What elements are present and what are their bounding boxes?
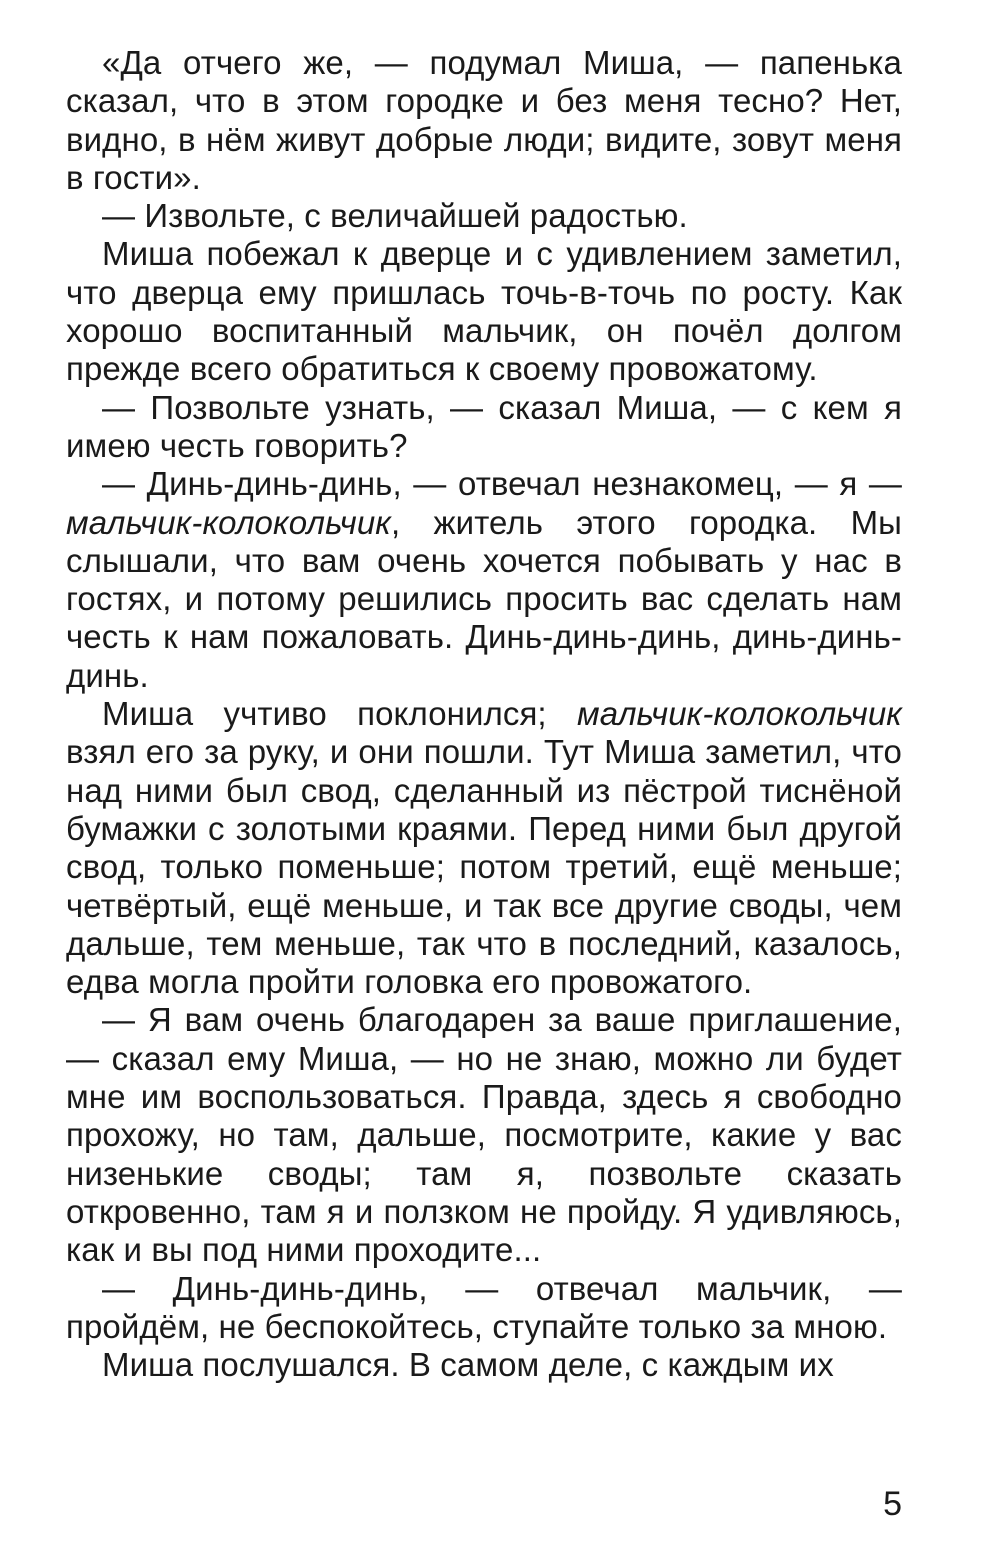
- text-segment: «Да отчего же, — подумал Миша, — папенька сказал, что в этом городке и без меня тесно? Нет, видно, в нём живут добрые люди; видите, зовут меня в гости».: [66, 44, 902, 196]
- text-segment: взял его за руку, и они пошли. Тут Миша заметил, что над ними был свод, сделанный из пёстрой тиснёной бумажки с золотыми краями. Перед ними был другой свод, только поменьше; потом третий, ещё меньше; четвёртый, ещё меньше, и так все другие своды, чем дальше, тем меньше, так что в последний, казалось, едва могла пройти головка его провожатого.: [66, 733, 902, 1001]
- paragraph: [66, 235, 902, 388]
- text-segment: — Позвольте узнать, — сказал Миша, — с кем я имею честь говорить?: [66, 388, 902, 464]
- italic-term: мальчик-колокольчик: [577, 695, 902, 733]
- text-segment: — Динь-динь-динь, — отвечал незнакомец, — я —: [102, 465, 902, 503]
- paragraph: [66, 389, 902, 466]
- paragraph: [66, 44, 902, 197]
- text-segment: — Динь-динь-динь, — отвечал мальчик, — пройдём, не беспокойтесь, ступайте только за мною.: [66, 1269, 902, 1345]
- text-segment: Миша послушался. В самом деле, с каждым их: [102, 1346, 834, 1384]
- paragraph: [66, 1270, 902, 1347]
- text-segment: — Я вам очень благодарен за ваше приглашение, — сказал ему Миша, — но не знаю, можно ли будет мне им воспользоваться. Правда, здесь я свободно прохожу, но там, дальше, посмотрите, какие у вас низенькие своды; там я, позвольте сказать откровенно, там я и ползком не пройду. Я удивляюсь, как и вы под ними проходите...: [66, 1001, 902, 1269]
- book-page: [66, 44, 902, 1384]
- text-segment: Миша побежал к дверце и с удивлением заметил, что дверца ему пришлась точь-в-точь по росту. Как хорошо воспитанный мальчик, он почёл долгом прежде всего обратиться к своему провожатому.: [66, 235, 902, 388]
- text-segment: — Извольте, с величайшей радостью.: [102, 197, 688, 235]
- italic-term: мальчик-колокольчик: [66, 503, 391, 541]
- text-segment: , житель этого городка. Мы слышали, что вам очень хочется побывать у нас в гостях, и потому решились просить вас сделать нам честь к нам пожаловать. Динь-динь-динь, динь-динь-динь.: [66, 503, 902, 694]
- paragraph: [66, 465, 902, 695]
- paragraph: [66, 695, 902, 1001]
- text-segment: Миша учтиво поклонился;: [102, 695, 578, 733]
- paragraph-last: [66, 1346, 902, 1384]
- paragraph: [66, 1001, 902, 1269]
- page-number: 5: [883, 1485, 902, 1523]
- paragraph: [66, 197, 902, 235]
